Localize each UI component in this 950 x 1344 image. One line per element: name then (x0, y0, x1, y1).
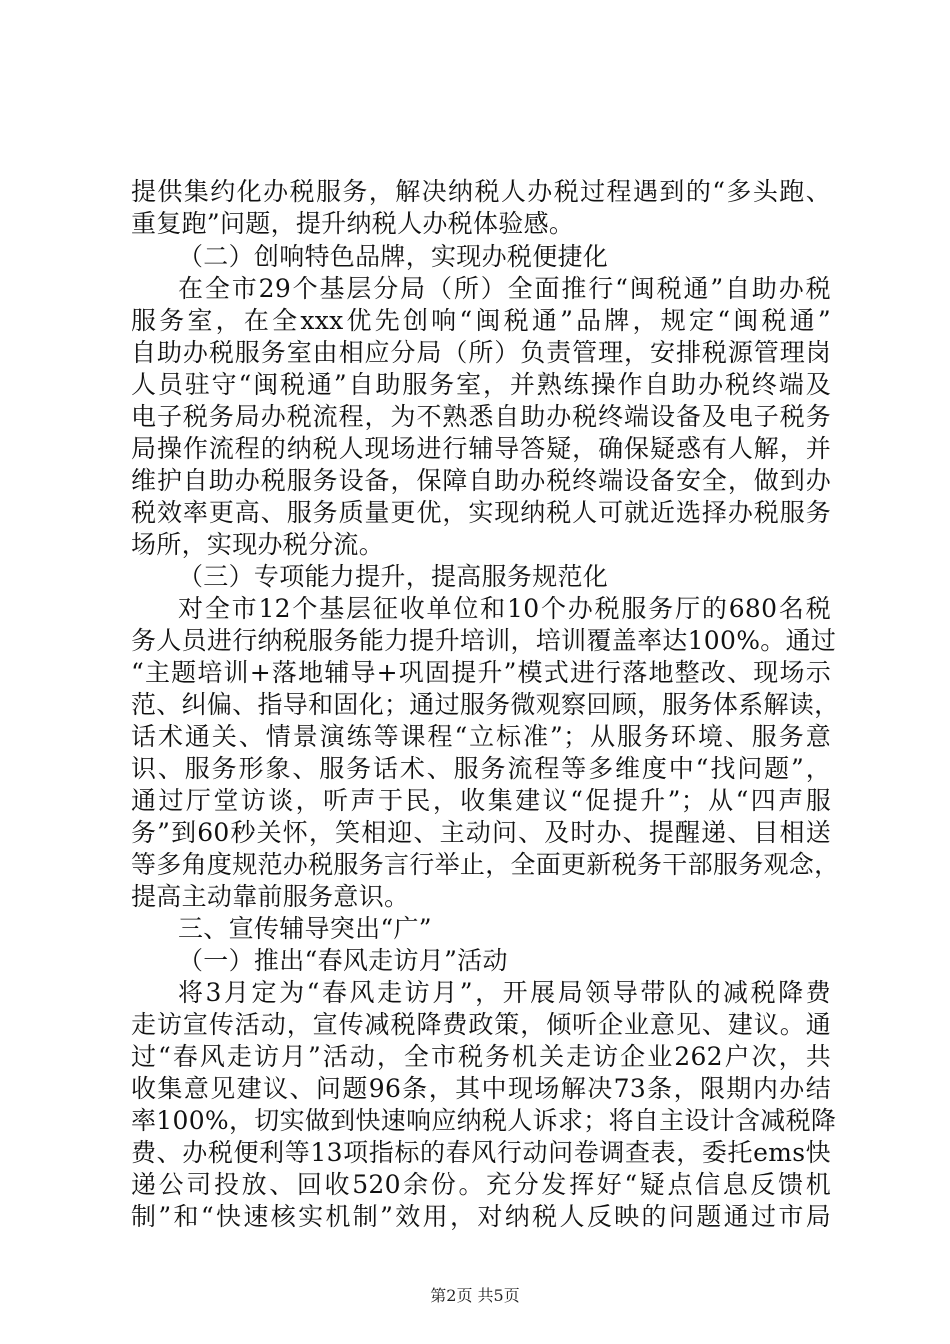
text-line: 税效率更高、服务质量更优，实现纳税人可就近选择办税服务 (131, 498, 831, 527)
text-line: 话术通关、情景演练等课程“立标准”；从服务环境、服务意 (131, 722, 831, 751)
text-line: 对全市12个基层征收单位和10个办税服务厅的680名税 (178, 594, 831, 623)
text-line: 走访宣传活动，宣传减税降费政策，倾听企业意见、建议。通 (131, 1010, 831, 1039)
text-line: 提供集约化办税服务，解决纳税人办税过程遇到的“多头跑、 (131, 177, 831, 206)
text-line: 通过厅堂访谈，听声于民，收集建议“促提升”；从“四声服 (131, 786, 831, 815)
page-number: 第2页 共5页 (430, 1286, 520, 1305)
text-line: 服务室，在全xxx优先创响“闽税通”品牌，规定“闽税通” (131, 306, 831, 335)
text-line: 过“春风走访月”活动，全市税务机关走访企业262户次，共 (131, 1042, 831, 1071)
text-line: “主题培训+落地辅导+巩固提升”模式进行落地整改、现场示 (131, 658, 831, 687)
text-line: 收集意见建议、问题96条，其中现场解决73条，限期内办结 (131, 1074, 831, 1103)
text-line: 重复跑”问题，提升纳税人办税体验感。 (131, 209, 575, 238)
section-heading: （二）创响特色品牌，实现办税便捷化 (178, 242, 609, 271)
text-line: 递公司投放、回收520余份。充分发挥好“疑点信息反馈机 (131, 1170, 831, 1199)
text-line: 等多角度规范办税服务言行举止，全面更新税务干部服务观念， (131, 850, 840, 879)
text-line: 费、办税便利等13项指标的春风行动问卷调查表，委托ems快 (131, 1138, 831, 1167)
text-line: 识、服务形象、服务话术、服务流程等多维度中“找问题”， (131, 754, 831, 783)
text-line: 在全市29个基层分局（所）全面推行“闽税通”自助办税 (178, 274, 831, 303)
section-heading: （三）专项能力提升，提高服务规范化 (178, 562, 609, 591)
text-line: 率100%，切实做到快速响应纳税人诉求；将自主设计含减税降 (131, 1106, 837, 1135)
text-line: 维护自助办税服务设备，保障自助办税终端设备安全，做到办 (131, 466, 831, 495)
text-line: 制”和“快速核实机制”效用，对纳税人反映的问题通过市局 (131, 1202, 831, 1231)
text-line: 电子税务局办税流程，为不熟悉自助办税终端设备及电子税务 (131, 402, 831, 431)
text-line: 将3月定为“春风走访月”，开展局领导带队的减税降费 (178, 978, 831, 1007)
text-line: 人员驻守“闽税通”自助服务室，并熟练操作自助办税终端及 (131, 370, 831, 399)
text-line: 提高主动靠前服务意识。 (131, 882, 410, 911)
text-line: 自助办税服务室由相应分局（所）负责管理，安排税源管理岗 (131, 338, 831, 367)
text-line: 局操作流程的纳税人现场进行辅导答疑，确保疑惑有人解，并 (131, 434, 831, 463)
text-line: 务人员进行纳税服务能力提升培训，培训覆盖率达100%。通过 (131, 626, 837, 655)
text-line: 范、纠偏、指导和固化；通过服务微观察回顾，服务体系解读， (131, 690, 840, 719)
text-line: 场所，实现办税分流。 (131, 530, 385, 559)
section-heading: （一）推出“春风走访月”活动 (178, 946, 508, 975)
text-line: 务”到60秒关怀，笑相迎、主动问、及时办、提醒递、目相送 (131, 818, 831, 847)
section-heading: 三、宣传辅导突出“广” (178, 914, 432, 943)
